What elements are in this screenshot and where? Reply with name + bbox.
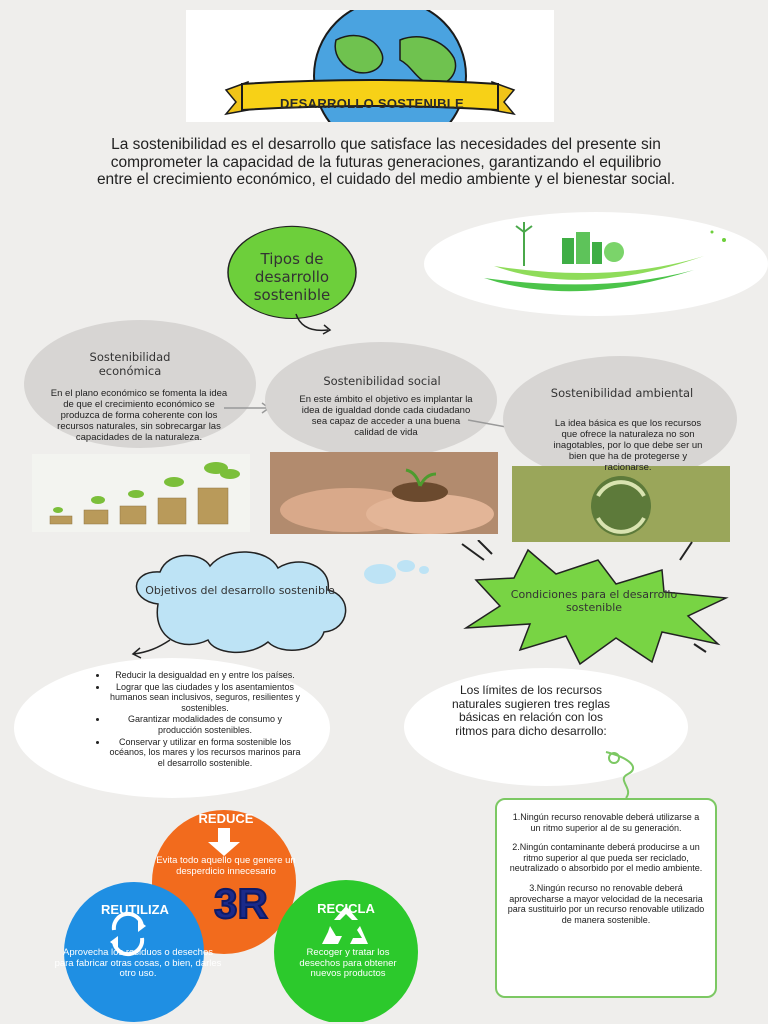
coins-plants-photo (32, 454, 250, 532)
banner-title: DESARROLLO SOSTENIBLE (280, 96, 464, 111)
objective-item: • Lograr que las ciudades y los asentamientos humanos sean inclusivos, seguros, resilientes y sostenibles. (108, 682, 302, 714)
recycle-title: RECICLA (317, 901, 375, 916)
eco-city-illustration (424, 212, 768, 316)
rule-item: 1.Ningún recurso renovable deberá utilizarse a un ritmo superior al de su generación. (512, 812, 700, 833)
objectives-cloud (118, 544, 448, 664)
reduce-text: Evita todo aquello que genere un desperdicio innecesario (156, 855, 296, 877)
reuse-title: REUTILIZA (101, 902, 169, 917)
recycle-globe-photo (512, 466, 730, 542)
environmental-title: Sostenibilidad ambiental (550, 386, 694, 400)
objective-item: • Garantizar modalidades de consumo y producción sostenibles. (108, 714, 302, 735)
economic-text: En el plano económico se fomenta la idea de que el crecimiento económico se produzca de forma coherente con los recursos naturales, sin sobrecargar las capacidades de la naturaleza. (50, 388, 228, 443)
rule-item: 2.Ningún contaminante deberá producirse a un ritmo superior al que pueda ser reciclado, neutralizado o absorbido por el medio ambiente. (509, 842, 703, 874)
economic-title: Sostenibilidad económica (89, 350, 171, 378)
conditions-title: Condiciones para el desarrollo sostenible (510, 588, 678, 614)
recycle-text: Recoger y tratar los desechos para obtener nuevos productos (299, 947, 397, 979)
social-title: Sostenibilidad social (323, 374, 441, 388)
objectives-list (92, 670, 302, 768)
environmental-text: La idea básica es que los recursos que ofrece la naturaleza no son inagotables, por lo que debe ser un bien que ha de protegerse y racionarse. (553, 418, 703, 473)
three-r-logo: 3R (214, 880, 268, 927)
reduce-title: REDUCE (198, 811, 254, 826)
objective-item: • Reducir la desigualdad en y entre los países. (108, 670, 302, 681)
rules-box (495, 798, 717, 998)
rule-item: 3.Ningún recurso no renovable deberá aprovecharse a mayor velocidad de la necesaria para sustituirlo por un recurso renovable utilizado de manera sostenible. (507, 882, 705, 925)
intro-paragraph: La sostenibilidad es el desarrollo que satisface las necesidades del presente sin comprometer la capacidad de la futuras generaciones, garantizando el equilibrio entre el crecimiento económico, el cuidado del medio ambiente y el bienestar social. (96, 136, 676, 188)
objective-item: • Conservar y utilizar en forma sostenible los océanos, los mares y los recursos marinos para el desarrollo sostenible. (108, 737, 302, 769)
reuse-text: Aprovecha los residuos o desechos para fabricar otras cosas, o bien, darles otro uso. (54, 947, 222, 979)
objectives-title: Objetivos del desarrollo sostenible (145, 584, 335, 597)
hands-plant-photo (270, 452, 498, 534)
social-text: En este ámbito el objetivo es implantar la idea de igualdad donde cada ciudadano sea capaz de acceder a una buena calidad de vida (299, 394, 473, 438)
squiggle-connector (600, 748, 660, 800)
types-title: Tipos de desarrollo sostenible (253, 250, 331, 304)
conditions-intro: Los límites de los recursos naturales sugieren tres reglas básicas en relación con los ritmos para dicho desarrollo: (451, 683, 611, 738)
objectives-list-wrap (92, 670, 302, 769)
header-banner (186, 10, 554, 122)
